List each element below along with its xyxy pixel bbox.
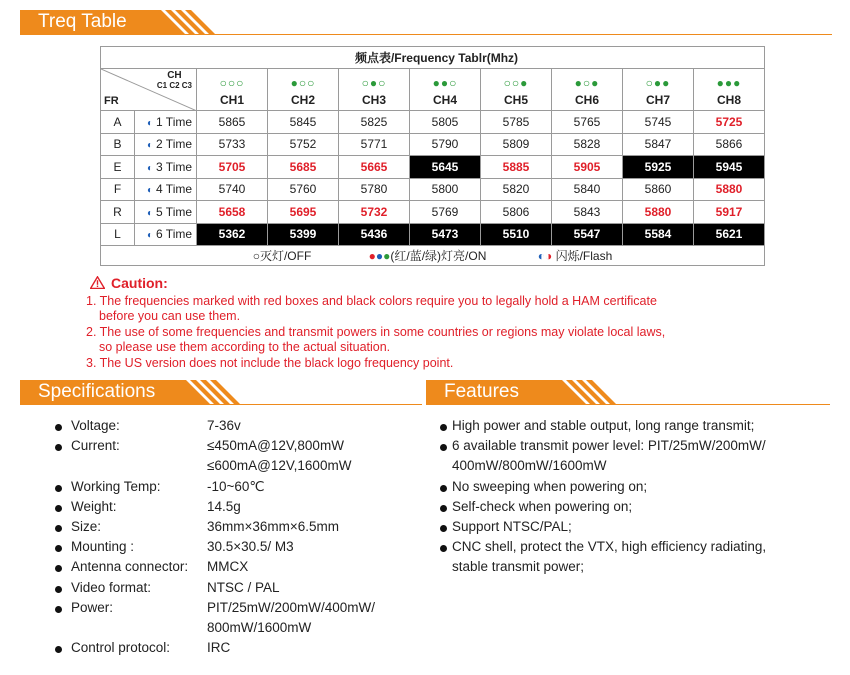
bullet-icon	[55, 646, 62, 653]
band-letter: B	[101, 133, 135, 156]
frequency-cell: 5790	[410, 133, 481, 156]
feature-item	[440, 438, 840, 458]
frequency-cell: 5860	[623, 178, 694, 201]
bullet-icon	[55, 545, 62, 552]
feature-item	[440, 418, 840, 438]
blue-dot-icon: ●	[375, 249, 384, 263]
frequency-cell: 5840	[552, 178, 623, 201]
spec-value: 36mm×36mm×6.5mm	[207, 518, 340, 534]
frequency-cell: 5785	[481, 111, 552, 134]
spec-label: Weight:	[71, 498, 117, 514]
flash-count-label: 6 Time	[156, 227, 193, 242]
feature-item	[440, 458, 840, 478]
table-row	[101, 223, 765, 246]
spec-label: Control protocol:	[71, 640, 171, 656]
frequency-cell: 5843	[552, 201, 623, 224]
frequency-cell: 5705	[197, 156, 268, 179]
spec-label: Current:	[71, 438, 120, 454]
channel-label: CH2	[290, 93, 315, 107]
frequency-cell: 5752	[268, 133, 339, 156]
frequency-cell: 5695	[268, 201, 339, 224]
feature-text: stable transmit power;	[452, 559, 585, 575]
frequency-cell: 5880	[694, 178, 765, 201]
feature-item	[440, 499, 840, 519]
frequency-cell: 5771	[339, 133, 410, 156]
channel-header-5	[481, 69, 552, 111]
flash-count	[135, 201, 197, 224]
frequency-cell: 5765	[552, 111, 623, 134]
table-row	[101, 156, 765, 179]
bullet-icon	[55, 586, 62, 593]
table-title: 频点表/Frequency Tablr(Mhz)	[101, 47, 765, 69]
caution-line-1: 1. The frequencies marked with red boxes and black colors require you to legally hold a HAM certificate	[86, 293, 657, 308]
flash-half-icon: ◐	[146, 230, 154, 242]
spec-label: Working Temp:	[71, 478, 161, 494]
spec-value: PIT/25mW/200mW/400mW/	[207, 599, 376, 615]
spec-value: IRC	[207, 640, 231, 656]
frequency-cell: 5399	[268, 223, 339, 246]
frequency-cell: 5725	[694, 111, 765, 134]
flash-count-label: 1 Time	[156, 114, 193, 129]
spec-value: -10~60℃	[207, 478, 265, 494]
features-title: Features	[426, 380, 536, 404]
caution-line-3: 3. The US version does not include the black logo frequency point.	[86, 355, 454, 370]
legend-flash: ◐◑ 闪烁/Flash	[537, 249, 613, 263]
frequency-cell: 5847	[623, 133, 694, 156]
frequency-cell: 5745	[623, 111, 694, 134]
feature-text: No sweeping when powering on;	[452, 478, 648, 494]
flash-dot-icon: ◐	[537, 249, 545, 263]
channel-header-4	[410, 69, 481, 111]
feature-item	[440, 539, 840, 559]
table-row	[101, 178, 765, 201]
bullet-icon	[440, 525, 447, 532]
flash-count	[135, 156, 197, 179]
channel-label: CH1	[219, 93, 244, 107]
caution-line-1b: before you can use them.	[99, 309, 241, 323]
frequency-cell: 5866	[694, 133, 765, 156]
warning-triangle-icon	[90, 276, 105, 289]
bullet-icon	[55, 606, 62, 613]
frequency-cell: 5547	[552, 223, 623, 246]
channel-dots-icon: ●●●	[716, 76, 742, 90]
frequency-cell: 5769	[410, 201, 481, 224]
frequency-cell: 5732	[339, 201, 410, 224]
flash-half-icon: ◐	[146, 185, 154, 197]
feature-text: Support NTSC/PAL;	[452, 518, 572, 534]
channel-header-7	[623, 69, 694, 111]
frequency-cell: 5945	[694, 156, 765, 179]
frequency-table-container	[100, 46, 765, 266]
frequency-table	[100, 46, 765, 266]
frequency-cell: 5805	[410, 111, 481, 134]
bullet-icon	[55, 444, 62, 451]
channel-label: CH7	[645, 93, 670, 107]
frequency-cell: 5806	[481, 201, 552, 224]
feature-item	[440, 519, 840, 539]
frequency-cell: 5621	[694, 223, 765, 246]
channel-header-2	[268, 69, 339, 111]
flash-dot-red-icon: ◑	[544, 249, 553, 263]
frequency-cell: 5845	[268, 111, 339, 134]
flash-count-label: 2 Time	[156, 137, 193, 152]
frequency-cell: 5780	[339, 178, 410, 201]
spec-label: Size:	[71, 518, 102, 534]
frequency-cell: 5800	[410, 178, 481, 201]
corner-ch-label: CH C1 C2 C3	[156, 70, 192, 90]
frequency-cell: 5685	[268, 156, 339, 179]
channel-dots-icon: ●○○	[290, 76, 316, 90]
frequency-cell: 5510	[481, 223, 552, 246]
channel-dots-icon: ○●○	[361, 76, 387, 90]
specifications-title: Specifications	[20, 380, 160, 404]
spec-value: 800mW/1600mW	[207, 619, 312, 635]
channel-label: CH8	[716, 93, 741, 107]
bullet-icon	[55, 485, 62, 492]
specifications-header	[20, 380, 422, 406]
flash-count	[135, 223, 197, 246]
bullet-icon	[55, 565, 62, 572]
bullet-icon	[440, 444, 447, 451]
legend	[101, 246, 765, 266]
green-dot-icon: ●	[383, 249, 391, 263]
band-letter: E	[101, 156, 135, 179]
channel-label: CH6	[574, 93, 599, 107]
frequency-cell: 5665	[339, 156, 410, 179]
caution-block	[86, 276, 786, 371]
flash-count	[135, 178, 197, 201]
spec-value: MMCX	[207, 559, 249, 575]
frequency-cell: 5917	[694, 201, 765, 224]
legend-on: ●●●(红/蓝/绿)灯亮/ON	[368, 249, 487, 263]
bullet-icon	[55, 424, 62, 431]
frequency-cell: 5880	[623, 201, 694, 224]
spec-value: 14.5g	[207, 498, 241, 514]
frequency-cell: 5436	[339, 223, 410, 246]
features-rule	[426, 404, 830, 405]
channel-dots-icon: ●●○	[432, 76, 458, 90]
frequency-cell: 5584	[623, 223, 694, 246]
treq-table-header	[20, 10, 832, 36]
bullet-icon	[440, 424, 447, 431]
spec-value: 30.5×30.5/ M3	[207, 539, 294, 555]
bullet-icon	[440, 505, 447, 512]
flash-count-label: 4 Time	[156, 182, 193, 197]
specs-stripes-icon	[160, 380, 240, 404]
spec-value: ≤600mA@12V,1600mW	[207, 458, 352, 474]
frequency-cell: 5865	[197, 111, 268, 134]
caution-line-2b: so please use them according to the actual situation.	[99, 340, 391, 354]
channel-dots-icon: ○○●	[503, 76, 529, 90]
frequency-cell: 5885	[481, 156, 552, 179]
frequency-cell: 5825	[339, 111, 410, 134]
flash-count-label: 3 Time	[156, 159, 193, 174]
features-list	[440, 418, 840, 580]
spec-label: Video format:	[71, 579, 152, 595]
frequency-cell: 5925	[623, 156, 694, 179]
band-letter: A	[101, 111, 135, 134]
channel-dots-icon: ●○●	[574, 76, 600, 90]
spec-value: NTSC / PAL	[207, 579, 280, 595]
feature-item	[440, 479, 840, 499]
specs-rule	[20, 404, 422, 405]
frequency-cell: 5733	[197, 133, 268, 156]
table-corner	[101, 69, 197, 111]
spec-label: Voltage:	[71, 418, 120, 433]
frequency-cell: 5820	[481, 178, 552, 201]
bullet-icon	[440, 485, 447, 492]
feature-text: CNC shell, protect the VTX, high efficiency radiating,	[452, 539, 767, 555]
frequency-cell: 5760	[268, 178, 339, 201]
frequency-cell: 5473	[410, 223, 481, 246]
frequency-cell: 5362	[197, 223, 268, 246]
band-letter: L	[101, 223, 135, 246]
frequency-cell: 5905	[552, 156, 623, 179]
frequency-cell: 5658	[197, 201, 268, 224]
red-dot-icon: ●	[368, 249, 376, 263]
header-stripes-icon	[135, 10, 215, 34]
spec-value: 7-36v	[207, 418, 241, 433]
band-letter: F	[101, 178, 135, 201]
table-row	[101, 111, 765, 134]
features-header	[426, 380, 830, 406]
table-row	[101, 133, 765, 156]
channel-dots-icon: ○●●	[645, 76, 671, 90]
flash-half-icon: ◐	[146, 140, 154, 152]
channel-header-8	[694, 69, 765, 111]
corner-fr-label: FR	[104, 95, 119, 107]
flash-half-icon: ◐	[146, 162, 154, 174]
channel-header-1	[197, 69, 268, 111]
bullet-icon	[55, 505, 62, 512]
frequency-cell: 5809	[481, 133, 552, 156]
caution-heading: Caution:	[90, 276, 786, 292]
flash-count-label: 5 Time	[156, 204, 193, 219]
feature-item	[440, 559, 840, 579]
flash-count	[135, 133, 197, 156]
legend-off: ○灭灯/OFF	[252, 249, 312, 263]
channel-label: CH5	[503, 93, 528, 107]
header-rule	[20, 34, 832, 35]
flash-count	[135, 111, 197, 134]
feature-text: 6 available transmit power level: PIT/25mW/200mW/	[452, 438, 766, 454]
feature-text: Self-check when powering on;	[452, 498, 633, 514]
channel-header-3	[339, 69, 410, 111]
features-stripes-icon	[536, 380, 616, 404]
caution-line-2: 2. The use of some frequencies and transmit powers in some countries or regions may violate local laws,	[86, 324, 666, 339]
band-letter: R	[101, 201, 135, 224]
frequency-cell: 5740	[197, 178, 268, 201]
flash-half-icon: ◐	[146, 207, 154, 219]
bullet-icon	[440, 545, 447, 552]
frequency-cell: 5645	[410, 156, 481, 179]
bullet-icon	[55, 525, 62, 532]
channel-label: CH3	[361, 93, 386, 107]
frequency-cell: 5828	[552, 133, 623, 156]
flash-half-icon: ◐	[146, 117, 154, 129]
channel-dots-icon: ○○○	[219, 76, 245, 90]
feature-text: High power and stable output, long range transmit;	[452, 418, 755, 433]
feature-text: 400mW/800mW/1600mW	[452, 458, 607, 474]
treq-table-title: Treq Table	[20, 10, 135, 34]
spec-label: Power:	[71, 599, 114, 615]
channel-header-6	[552, 69, 623, 111]
channel-label: CH4	[432, 93, 457, 107]
spec-value: ≤450mA@12V,800mW	[207, 438, 344, 454]
spec-label: Mounting :	[71, 539, 135, 555]
table-row	[101, 201, 765, 224]
spec-label: Antenna connector:	[71, 559, 189, 575]
